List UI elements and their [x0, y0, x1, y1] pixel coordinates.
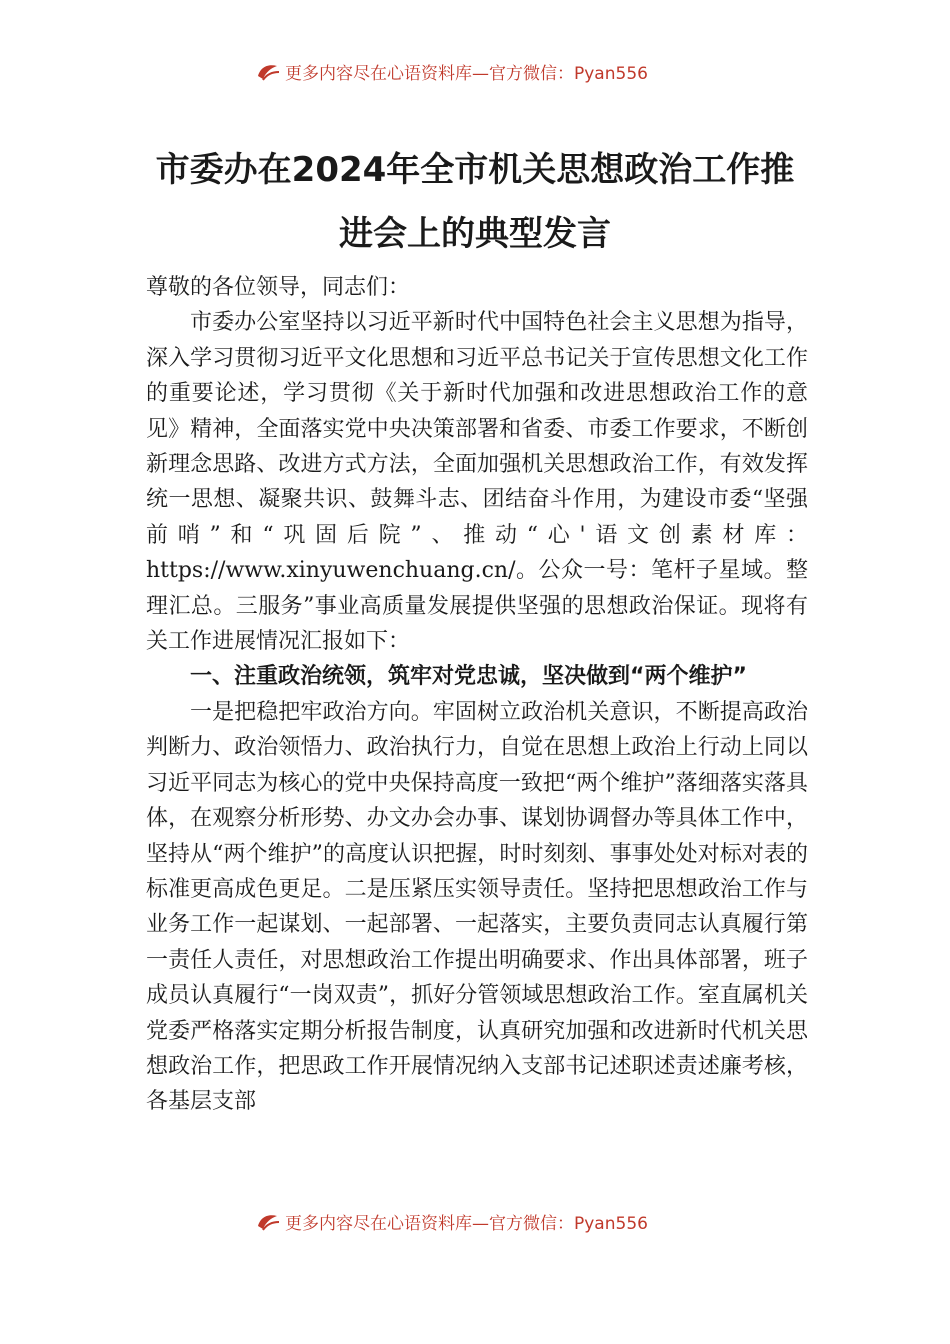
- watermark-text: 更多内容尽在心语资料库—官方微信：Pyan556: [285, 63, 648, 84]
- watermark-bottom: [255, 1206, 755, 1236]
- paragraph: 一是把稳把牢政治方向。牢固树立政治机关意识，不断提高政治判断力、政治领悟力、政治执行力，自觉在思想上政治上行动上同以习近平同志为核心的党中央保持高度一致把“两个维护”落细落实落具体，在观察分析形势、办文办会办事、谋划协调督办等具体工作中，坚持从“两个维护”的高度认识把握，时时刻刻、事事处处对标对表的标准更高成色更足。二是压紧压实领导责任。坚持把思想政治工作与业务工作一起谋划、一起部署、一起落实，主要负责同志认真履行第一责任人责任，对思想政治工作提出明确要求、作出具体部署，班子成员认真履行“一岗双责”，抓好分管领域思想政治工作。室直属机关党委严格落实定期分析报告制度，认真研究加强和改进新时代机关思想政治工作，把思政工作开展情况纳入支部书记述职述责述廉考核，各基层支部: [146, 699, 808, 1115]
- watermark-top: [255, 56, 755, 86]
- section-heading: 一、注重政治统领，筑牢对党忠诚，坚决做到“两个维护”: [190, 664, 747, 690]
- salutation: 尊敬的各位领导，同志们：: [146, 275, 411, 300]
- logo-icon: [255, 1210, 281, 1232]
- watermark-text: 更多内容尽在心语资料库—官方微信：Pyan556: [285, 1213, 648, 1234]
- paragraph: 市委办公室坚持以习近平新时代中国特色社会主义思想为指导，深入学习贯彻习近平文化思想和习近平总书记关于宣传思想文化工作的重要论述，学习贯彻《关于新时代加强和改进思想政治工作的意见》精神，全面落实党中央决策部署和省委、市委工作要求，不断创新理念思路、改进方式方法，全面加强机关思想政治工作，有效发挥统一思想、凝聚共识、鼓舞斗志、团结奋斗作用，为建设市委“坚强前哨”和“巩固后院”、推动“心'语文创素材库：https://www.xinyuwenchuang.cn/。公众一号：笔杆子星域。整理汇总。三服务”事业高质量发展提供坚强的思想政治保证。现将有关工作进展情况汇报如下：: [146, 310, 808, 655]
- document-body: [146, 270, 808, 1120]
- document-title: 市委办在2024年全市机关思想政治工作推进会上的典型发言: [155, 150, 795, 254]
- logo-icon: [255, 60, 281, 82]
